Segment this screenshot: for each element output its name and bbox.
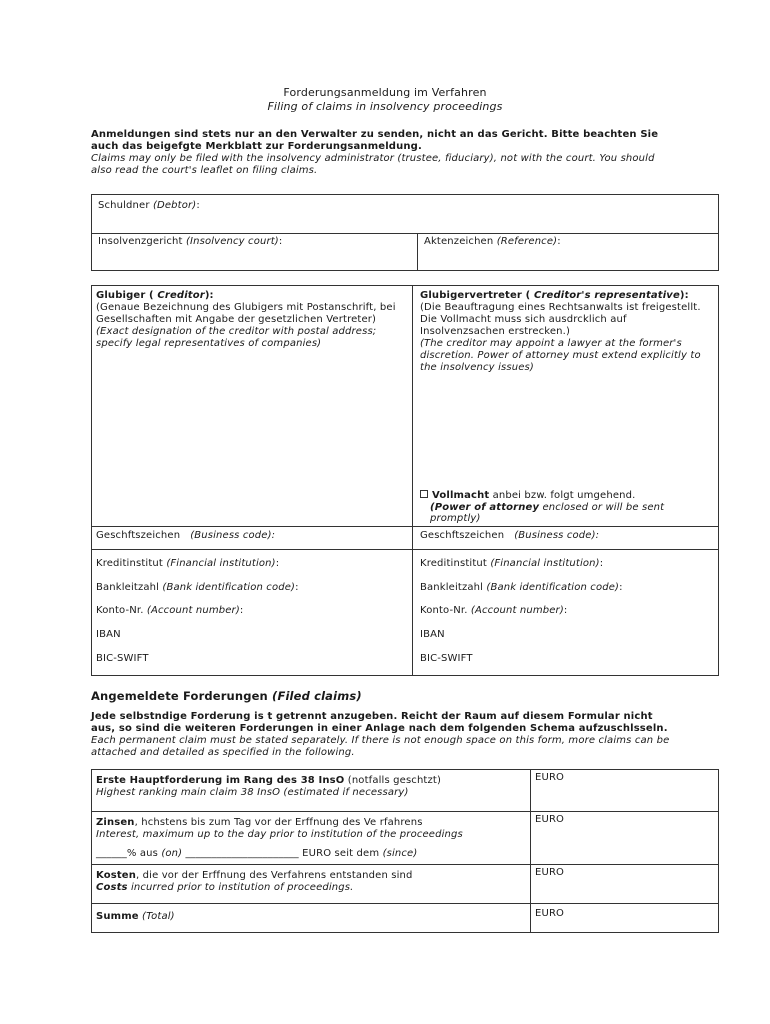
- costs-amount[interactable]: EURO: [535, 867, 565, 878]
- interest-label-en: Interest, maximum up to the day prior to institution of the proceedings: [96, 829, 463, 840]
- claims-heading-en: (Filed claims): [272, 689, 362, 703]
- claims-column-divider: [530, 769, 531, 933]
- colon: :: [239, 605, 244, 616]
- main-claim-amount[interactable]: EURO: [535, 772, 565, 783]
- creditor-bic-field[interactable]: BIC-SWIFT: [96, 653, 149, 664]
- colon: :: [599, 558, 604, 569]
- interest-rest: , hchstens bis zum Tag vor der Erffnung des Ve rfahrens: [134, 817, 423, 828]
- institution-label: Kreditinstitut: [96, 558, 163, 569]
- creditor-divider: [412, 285, 413, 676]
- interest-rate-line[interactable]: [96, 848, 417, 860]
- interest-base-blank[interactable]: ______________________: [182, 848, 303, 859]
- form-title-en: Filing of claims in insolvency proceedings: [267, 100, 503, 113]
- interest-rate-blank[interactable]: ______: [96, 848, 127, 859]
- representative-desc-en-1: (The creditor may appoint a lawyer at the former's: [420, 338, 682, 349]
- representative-business-code[interactable]: [420, 530, 599, 542]
- colon: :: [295, 582, 299, 593]
- costs-rest: , die vor der Erffnung des Verfahrens entstanden sind: [135, 870, 413, 881]
- costs-en-bold: Costs: [96, 882, 128, 893]
- representative-title-end: ):: [679, 290, 689, 301]
- total-label: [96, 911, 175, 923]
- main-claim-rest: (notfalls geschtzt): [344, 775, 442, 786]
- poa-en-rest: enclosed or will be sent: [539, 502, 665, 513]
- colon: :: [275, 558, 280, 569]
- account-label-en: (Account number): [470, 605, 564, 616]
- debtor-label-en: (Debtor): [152, 200, 197, 211]
- creditor-title-end: ):: [204, 290, 214, 301]
- creditor-title-de: Glubiger (: [96, 290, 158, 301]
- representative-desc-de-3: Insolvenzsachen erstrecken.): [420, 326, 571, 337]
- costs-label: [96, 870, 413, 882]
- main-claim-label-en: Highest ranking main claim 38 InsO (estimated if necessary): [96, 787, 409, 798]
- account-label: Konto-Nr.: [96, 605, 144, 616]
- creditor-desc-de-1: (Genaue Bezeichnung des Glubigers mit Postanschrift, bei: [96, 302, 396, 313]
- power-of-attorney-checkbox[interactable]: [420, 490, 428, 498]
- business-code-label-en: (Business code):: [514, 530, 600, 541]
- form-title-de: Forderungsanmeldung im Verfahren: [283, 86, 487, 99]
- representative-title-en: Creditor's representative: [533, 290, 680, 301]
- business-code-label: Geschftszeichen: [96, 530, 181, 541]
- poa-en-bold: (Power of attorney: [430, 502, 540, 513]
- court-divider: [417, 233, 418, 271]
- representative-desc-en-3: the insolvency issues): [420, 362, 534, 373]
- blz-label: Bankleitzahl: [420, 582, 484, 593]
- account-label-en: (Account number): [146, 605, 240, 616]
- claims-row-divider-2: [91, 864, 719, 865]
- creditor-desc-en-2: specify legal representatives of companies): [96, 338, 322, 349]
- account-label: Konto-Nr.: [420, 605, 468, 616]
- power-of-attorney-option[interactable]: [420, 490, 635, 502]
- representative-blz-field[interactable]: [420, 582, 623, 594]
- total-amount[interactable]: EURO: [535, 908, 565, 919]
- reference-label-en: (Reference): [496, 236, 558, 247]
- creditor-title: [96, 290, 214, 302]
- business-code-divider: [91, 526, 719, 527]
- creditor-blz-field[interactable]: [96, 582, 299, 594]
- creditor-account-field[interactable]: [96, 605, 243, 617]
- claims-p1-de: Jede selbstndige Forderung is t getrennt anzugeben. Reicht der Raum auf diesem Formular nicht: [91, 711, 653, 722]
- colon: :: [278, 236, 283, 247]
- representative-account-field[interactable]: [420, 605, 567, 617]
- claims-p2-de: aus, so sind die weiteren Forderungen in einer Anlage nach dem folgenden Schema aufzuschlsseln.: [91, 723, 668, 734]
- claims-heading: [91, 690, 362, 702]
- colon: :: [557, 236, 561, 247]
- poa-en-line2: promptly): [430, 513, 481, 524]
- court-field[interactable]: [98, 236, 282, 248]
- intro-en-line1: Claims may only be filed with the insolvency administrator (trustee, fiduciary), not with the court. You should: [91, 153, 655, 164]
- creditor-title-en: Creditor: [157, 290, 205, 301]
- main-claim-bold: Erste Hauptforderung im Rang des 38 InsO: [96, 775, 345, 786]
- institution-label: Kreditinstitut: [420, 558, 487, 569]
- interest-pct-label: % aus: [126, 848, 162, 859]
- representative-iban-field[interactable]: IBAN: [420, 629, 445, 640]
- institution-label-en: (Financial institution): [166, 558, 276, 569]
- debtor-label: Schuldner: [98, 200, 150, 211]
- bank-divider: [91, 549, 719, 550]
- colon: :: [619, 582, 623, 593]
- creditor-institution-field[interactable]: [96, 558, 279, 570]
- costs-en-rest: incurred prior to institution of proceedings.: [127, 882, 354, 893]
- blz-label-en: (Bank identification code): [486, 582, 620, 593]
- creditor-business-code[interactable]: [96, 530, 275, 542]
- main-claim-label: [96, 775, 441, 787]
- claims-row-divider-3: [91, 903, 719, 904]
- business-code-label: Geschftszeichen: [420, 530, 505, 541]
- business-code-label-en: (Business code):: [190, 530, 276, 541]
- total-bold: Summe: [96, 911, 139, 922]
- court-label-en: (Insolvency court): [185, 236, 279, 247]
- interest-label: [96, 817, 423, 829]
- interest-since-label: EURO seit dem: [302, 848, 383, 859]
- interest-on-label: (on): [161, 848, 183, 859]
- representative-title: [420, 290, 689, 302]
- blz-label: Bankleitzahl: [96, 582, 160, 593]
- blz-label-en: (Bank identification code): [162, 582, 296, 593]
- creditor-iban-field[interactable]: IBAN: [96, 629, 121, 640]
- total-en: (Total): [142, 911, 175, 922]
- interest-amount[interactable]: EURO: [535, 814, 565, 825]
- debtor-divider: [91, 233, 719, 234]
- intro-de-line1: Anmeldungen sind stets nur an den Verwalter zu senden, nicht an das Gericht. Bitte beachten Sie: [91, 129, 659, 140]
- interest-since-en: (since): [382, 848, 418, 859]
- representative-institution-field[interactable]: [420, 558, 603, 570]
- creditor-desc-en-1: (Exact designation of the creditor with postal address;: [96, 326, 377, 337]
- costs-bold: Kosten: [96, 870, 136, 881]
- claims-heading-de: Angemeldete Forderungen: [91, 689, 268, 703]
- institution-label-en: (Financial institution): [490, 558, 600, 569]
- claims-row-divider-1: [91, 811, 719, 812]
- representative-bic-field[interactable]: BIC-SWIFT: [420, 653, 473, 664]
- claims-p2-en: attached and detailed as specified in the following.: [91, 747, 355, 758]
- colon: :: [196, 200, 200, 211]
- representative-desc-de-1: (Die Beauftragung eines Rechtsanwalts ist freigestellt.: [420, 302, 701, 313]
- debtor-field[interactable]: [98, 200, 200, 212]
- intro-en-line2: also read the court's leaflet on filing claims.: [91, 165, 318, 176]
- costs-label-en: [96, 882, 353, 894]
- interest-bold: Zinsen: [96, 817, 135, 828]
- poa-label: Vollmacht: [432, 490, 490, 501]
- court-label: Insolvenzgericht: [98, 236, 183, 247]
- representative-desc-en-2: discretion. Power of attorney must extend explicitly to: [420, 350, 701, 361]
- poa-rest: anbei bzw. folgt umgehend.: [489, 490, 636, 501]
- colon: :: [563, 605, 568, 616]
- creditor-desc-de-2: Gesellschaften mit Angabe der gesetzlichen Vertreter): [96, 314, 377, 325]
- reference-field[interactable]: [424, 236, 561, 248]
- representative-desc-de-2: Die Vollmacht muss sich ausdrcklich auf: [420, 314, 627, 325]
- representative-title-de: Glubigervertreter (: [420, 290, 534, 301]
- intro-de-line2: auch das beigefgte Merkblatt zur Forderungsanmeldung.: [91, 141, 422, 152]
- reference-label: Aktenzeichen: [424, 236, 494, 247]
- claims-p1-en: Each permanent claim must be stated separately. If there is not enough space on this form, more claims can be: [91, 735, 670, 746]
